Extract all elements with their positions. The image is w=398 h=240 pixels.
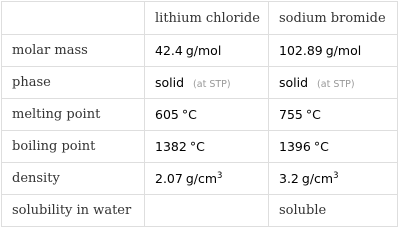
value-unit: °C: [189, 139, 205, 154]
value-unit: g/cm: [185, 171, 218, 186]
value-number: 3.2: [279, 171, 299, 186]
unit-exponent: 3: [333, 171, 339, 181]
value-unit: °C: [181, 107, 197, 122]
value-unit: g/mol: [185, 43, 222, 58]
value-unit: °C: [305, 107, 321, 122]
value-cell: soluble: [269, 195, 398, 227]
value-cell-empty: [145, 195, 269, 227]
value-number: 605: [155, 107, 179, 122]
value-unit: °C: [313, 139, 329, 154]
value-cell: [145, 163, 269, 195]
table-row: [2, 35, 398, 67]
row-label-phase: phase: [2, 67, 145, 99]
value-number: 102.89: [279, 43, 323, 58]
table-row: [2, 99, 398, 131]
value-number: 42.4: [155, 43, 183, 58]
table-row: [2, 131, 398, 163]
value-text: solid: [155, 75, 185, 90]
value-cell: [269, 131, 398, 163]
value-number: 755: [279, 107, 303, 122]
row-label-solubility-in-water: solubility in water: [2, 195, 145, 227]
header-corner-cell: [2, 2, 145, 35]
value-cell: [145, 131, 269, 163]
column-header-lithium-chloride: lithium chloride: [145, 2, 269, 35]
value-number: 2.07: [155, 171, 183, 186]
table-row: [2, 67, 398, 99]
value-number: 1382: [155, 139, 187, 154]
comparison-table: [1, 1, 398, 227]
value-number: 1396: [279, 139, 311, 154]
value-cell: [145, 99, 269, 131]
value-unit: g/mol: [325, 43, 362, 58]
value-cell: [145, 35, 269, 67]
value-cell: [269, 99, 398, 131]
value-unit: g/cm: [301, 171, 334, 186]
value-note: (at STP): [317, 79, 355, 90]
table-row: [2, 195, 398, 227]
value-cell: [269, 35, 398, 67]
value-text: solid: [279, 75, 309, 90]
table-row: [2, 163, 398, 195]
value-cell: [269, 163, 398, 195]
value-note: (at STP): [193, 79, 231, 90]
row-label-density: density: [2, 163, 145, 195]
header-row: [2, 2, 398, 35]
unit-exponent: 3: [217, 171, 223, 181]
column-header-sodium-bromide: sodium bromide: [269, 2, 398, 35]
value-cell: [269, 67, 398, 99]
row-label-melting-point: melting point: [2, 99, 145, 131]
row-label-molar-mass: molar mass: [2, 35, 145, 67]
value-cell: [145, 67, 269, 99]
row-label-boiling-point: boiling point: [2, 131, 145, 163]
